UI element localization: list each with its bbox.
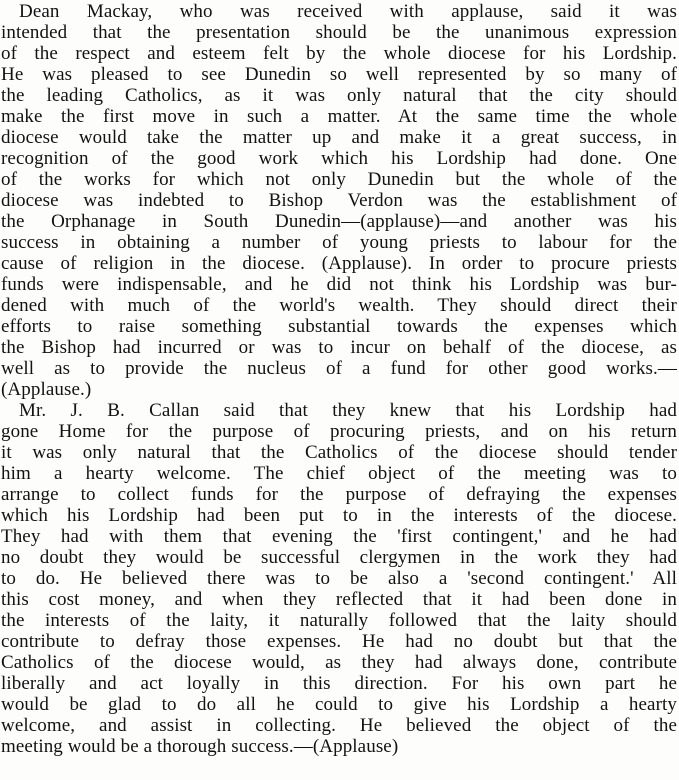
- paragraph-2-line-10: this cost money, and when they reflected that it had been done in: [1, 589, 677, 610]
- paragraph-1-line-3: of the respect and esteem felt by the whole diocese for his Lordship.: [1, 43, 677, 64]
- paragraph-1-line-9: of the works for which not only Dunedin but the whole of the: [1, 169, 677, 190]
- paragraph-2-line-8: no doubt they would be successful clergymen in the work they had: [1, 547, 677, 568]
- paragraph-2-line-14: liberally and act loyally in this direction. For his own part he: [1, 673, 677, 694]
- paragraph-2-line-13: Catholics of the diocese would, as they had always done, contribute: [1, 652, 677, 673]
- paragraph-1-line-7: diocese would take the matter up and make it a great success, in: [1, 127, 677, 148]
- paragraph-1-line-5: the leading Catholics, as it was only natural that the city should: [1, 85, 677, 106]
- paragraph-1-line-2: intended that the presentation should be the unanimous expression: [1, 22, 677, 43]
- paragraph-1-line-17: the Bishop had incurred or was to incur on behalf of the diocese, as: [1, 337, 677, 358]
- paragraph-1-line-16: efforts to raise something substantial towards the expenses which: [1, 316, 677, 337]
- paragraph-1-line-10: diocese was indebted to Bishop Verdon was the establishment of: [1, 190, 677, 211]
- paragraph-2-line-7: They had with them that evening the 'first contingent,' and he had: [1, 526, 677, 547]
- paragraph-2-line-9: to do. He believed there was to be also a 'second contingent.' All: [1, 568, 677, 589]
- paragraph-2-line-3: it was only natural that the Catholics of the diocese should tender: [1, 442, 677, 463]
- paragraph-1-line-8: recognition of the good work which his Lordship had done. One: [1, 148, 677, 169]
- paragraph-2-line-15: would be glad to do all he could to give his Lordship a hearty: [1, 694, 677, 715]
- paragraph-1-line-4: He was pleased to see Dunedin so well represented by so many of: [1, 64, 677, 85]
- paragraph-2-line-16: welcome, and assist in collecting. He believed the object of the: [1, 715, 677, 736]
- paragraph-2-line-4: him a hearty welcome. The chief object of the meeting was to: [1, 463, 677, 484]
- paragraph-1-line-12: success in obtaining a number of young priests to labour for the: [1, 232, 677, 253]
- paragraph-1-line-14: funds were indispensable, and he did not think his Lordship was bur-: [1, 274, 677, 295]
- paragraph-1-line-1: Dean Mackay, who was received with applause, said it was: [19, 1, 677, 22]
- paragraph-1-line-6: make the first move in such a matter. At the same time the whole: [1, 106, 677, 127]
- paragraph-2-line-17: meeting would be a thorough success.—(Applause): [1, 736, 399, 757]
- paragraph-2-line-12: contribute to defray those expenses. He had no doubt but that the: [1, 631, 677, 652]
- paragraph-2-line-5: arrange to collect funds for the purpose of defraying the expenses: [1, 484, 677, 505]
- paragraph-2-line-1: Mr. J. B. Callan said that they knew that his Lordship had: [19, 400, 677, 421]
- paragraph-1-line-13: cause of religion in the diocese. (Applause). In order to procure priests: [1, 253, 677, 274]
- paragraph-1-line-19: (Applause.): [1, 379, 92, 400]
- paragraph-1-line-18: well as to provide the nucleus of a fund for other good works.—: [1, 358, 677, 379]
- paragraph-2-line-11: the interests of the laity, it naturally followed that the laity should: [1, 610, 677, 631]
- paragraph-1-line-11: the Orphanage in South Dunedin—(applause)—and another was his: [1, 211, 677, 232]
- paragraph-2-line-2: gone Home for the purpose of procuring priests, and on his return: [1, 421, 677, 442]
- paragraph-1-line-15: dened with much of the world's wealth. They should direct their: [1, 295, 677, 316]
- paragraph-2-line-6: which his Lordship had been put to in the interests of the diocese.: [1, 505, 677, 526]
